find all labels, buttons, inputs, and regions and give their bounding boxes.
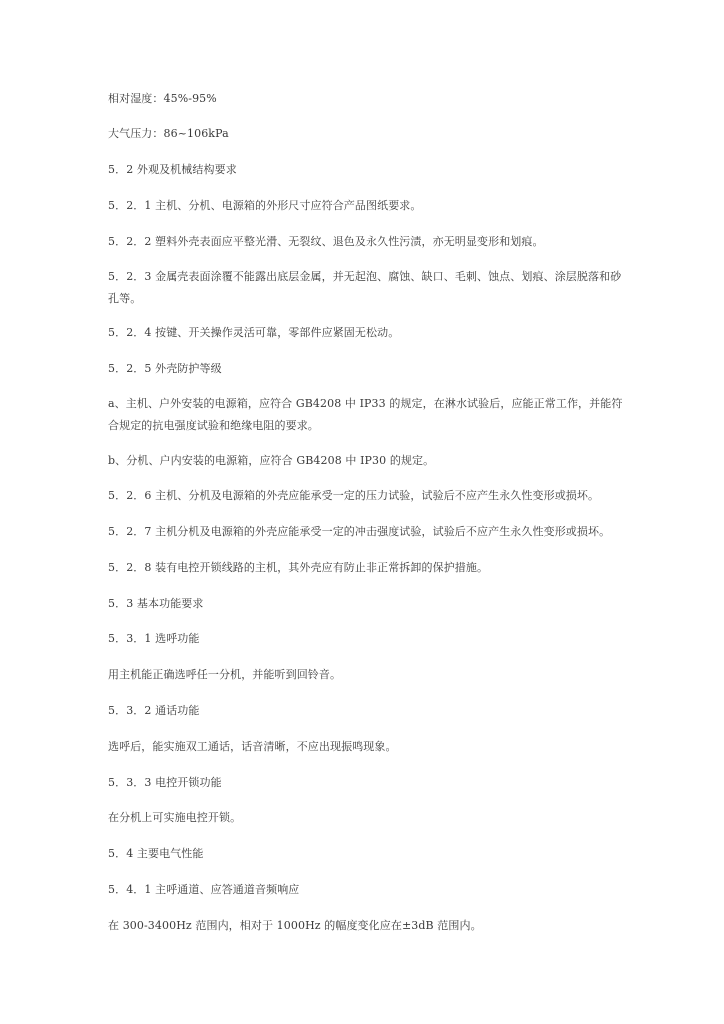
- paragraph-talk: 选呼后，能实施双工通话，话音清晰，不应出现振鸣现象。: [108, 740, 397, 753]
- heading-5-2: 5．2 外观及机械结构要求: [108, 163, 237, 176]
- heading-5-3-2: 5．3．2 通话功能: [108, 704, 200, 717]
- paragraph-select-call: 用主机能正确选呼任一分机，并能听到回铃音。: [108, 668, 342, 681]
- heading-5-2-5: 5．2．5 外壳防护等级: [108, 362, 222, 375]
- heading-5-4: 5．4 主要电气性能: [108, 847, 204, 860]
- paragraph-ip30: b、分机、户内安装的电源箱，应符合 GB4208 中 IP30 的规定。: [108, 454, 435, 467]
- paragraph-pressure: 大气压力：86~106kPa: [108, 127, 229, 140]
- paragraph-humidity: 相对湿度：45%-95%: [108, 92, 217, 105]
- paragraph-5-2-3: 5．2．3 金属壳表面涂覆不能露出底层金属，并无起泡、腐蚀、缺口、毛刺、蚀点、划痕、涂层脱落和砂孔等。: [108, 270, 622, 305]
- paragraph-frequency-response: 在 300-3400Hz 范围内，相对于 1000Hz 的幅度变化应在±3dB 范围内。: [108, 919, 482, 932]
- paragraph-5-2-4: 5．2．4 按键、开关操作灵活可靠，零部件应紧固无松动。: [108, 326, 400, 339]
- paragraph-5-2-8: 5．2．8 装有电控开锁线路的主机，其外壳应有防止非正常拆卸的保护措施。: [108, 561, 489, 574]
- paragraph-ip33: a、主机、户外安装的电源箱，应符合 GB4208 中 IP33 的规定，在淋水试验后，应能正常工作，并能符合规定的抗电强度试验和绝缘电阻的要求。: [108, 397, 623, 432]
- paragraph-5-2-6: 5．2．6 主机、分机及电源箱的外壳应能承受一定的压力试验，试验后不应产生永久性变形或损坏。: [108, 489, 600, 502]
- paragraph-unlock: 在分机上可实施电控开锁。: [108, 811, 242, 824]
- paragraph-5-2-7: 5．2．7 主机分机及电源箱的外壳应能承受一定的冲击强度试验，试验后不应产生永久性变形或损坏。: [108, 525, 611, 538]
- paragraph-5-2-2: 5．2．2 塑料外壳表面应平整光滑、无裂纹、退色及永久性污渍，亦无明显变形和划痕。: [108, 235, 544, 248]
- heading-5-3-1: 5．3．1 选呼功能: [108, 632, 200, 645]
- paragraph-5-2-1: 5．2．1 主机、分机、电源箱的外形尺寸应符合产品图纸要求。: [108, 199, 422, 212]
- heading-5-3: 5．3 基本功能要求: [108, 597, 204, 610]
- heading-5-4-1: 5．4．1 主呼通道、应答通道音频响应: [108, 883, 300, 896]
- heading-5-3-3: 5．3．3 电控开锁功能: [108, 776, 222, 789]
